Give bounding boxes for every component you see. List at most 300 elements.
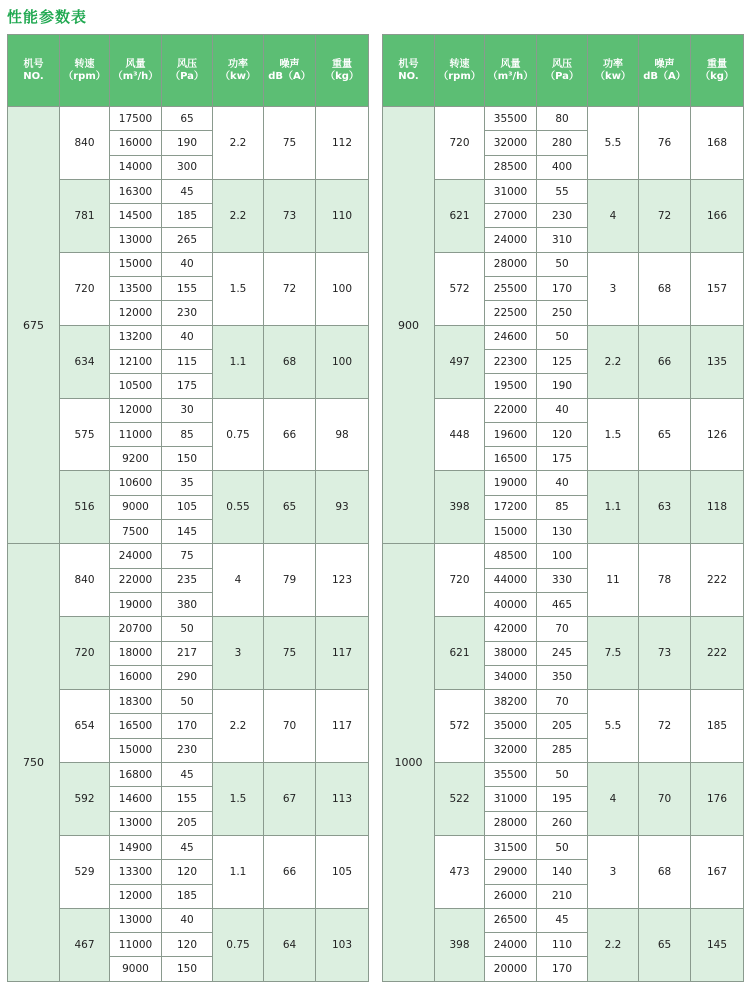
speed-cell: 840 — [60, 544, 110, 617]
flow-cell: 24000 — [485, 228, 537, 252]
pressure-cell: 350 — [537, 665, 588, 689]
header-weight-text: 重量 — [332, 58, 352, 70]
table-row — [8, 252, 369, 276]
pressure-cell: 185 — [162, 204, 213, 228]
pressure-cell: 217 — [162, 641, 213, 665]
speed-cell: 467 — [60, 908, 110, 981]
pressure-cell: 260 — [537, 811, 588, 835]
table-row — [383, 908, 744, 932]
speed-cell: 654 — [60, 690, 110, 763]
flow-cell: 16500 — [485, 447, 537, 471]
pressure-cell: 150 — [162, 447, 213, 471]
power-cell: 1.1 — [213, 325, 264, 398]
pressure-cell: 310 — [537, 228, 588, 252]
speed-cell: 720 — [60, 252, 110, 325]
flow-cell: 35500 — [485, 107, 537, 131]
flow-cell: 13000 — [110, 908, 162, 932]
weight-cell: 103 — [316, 908, 369, 981]
flow-cell: 27000 — [485, 204, 537, 228]
header-noise — [639, 35, 691, 107]
pressure-cell: 110 — [537, 933, 588, 957]
pressure-cell: 50 — [537, 763, 588, 787]
header-flow — [485, 35, 537, 107]
flow-cell: 13200 — [110, 325, 162, 349]
pressure-cell: 85 — [537, 495, 588, 519]
pressure-cell: 245 — [537, 641, 588, 665]
speed-cell: 497 — [435, 325, 485, 398]
weight-cell: 167 — [691, 835, 744, 908]
speed-cell: 448 — [435, 398, 485, 471]
flow-cell: 12000 — [110, 398, 162, 422]
power-cell: 1.5 — [588, 398, 639, 471]
pressure-cell: 185 — [162, 884, 213, 908]
header-pressure — [537, 35, 588, 107]
header-model — [383, 35, 435, 107]
flow-cell: 17200 — [485, 495, 537, 519]
power-cell: 7.5 — [588, 617, 639, 690]
pressure-cell: 170 — [537, 957, 588, 981]
weight-cell: 93 — [316, 471, 369, 544]
header-flow-text: 风量 — [125, 58, 146, 70]
pressure-cell: 50 — [537, 252, 588, 276]
spec-table-left — [7, 34, 369, 982]
pressure-cell: 250 — [537, 301, 588, 325]
flow-cell: 18300 — [110, 690, 162, 714]
pressure-cell: 30 — [162, 398, 213, 422]
speed-cell: 398 — [435, 471, 485, 544]
weight-cell: 157 — [691, 252, 744, 325]
speed-cell: 621 — [435, 617, 485, 690]
weight-cell: 123 — [316, 544, 369, 617]
flow-cell: 24000 — [485, 933, 537, 957]
speed-cell: 572 — [435, 690, 485, 763]
header-model-text: NO. — [23, 70, 44, 82]
pressure-cell: 155 — [162, 787, 213, 811]
pressure-cell: 115 — [162, 349, 213, 373]
header-model-text: 机号 — [23, 58, 44, 70]
power-cell: 1.5 — [213, 763, 264, 836]
pressure-cell: 75 — [162, 544, 213, 568]
table-row — [8, 763, 369, 787]
flow-cell: 32000 — [485, 131, 537, 155]
power-cell: 5.5 — [588, 690, 639, 763]
header-model — [8, 35, 60, 107]
flow-cell: 11000 — [110, 422, 162, 446]
noise-cell: 67 — [264, 763, 316, 836]
flow-cell: 35500 — [485, 763, 537, 787]
pressure-cell: 145 — [162, 520, 213, 544]
pressure-cell: 300 — [162, 155, 213, 179]
header-noise-text: dB（A） — [268, 70, 311, 82]
model-cell: 675 — [8, 107, 60, 544]
speed-cell: 634 — [60, 325, 110, 398]
power-cell: 2.2 — [213, 179, 264, 252]
pressure-cell: 130 — [537, 520, 588, 544]
noise-cell: 68 — [639, 252, 691, 325]
table-row — [383, 107, 744, 131]
flow-cell: 9000 — [110, 495, 162, 519]
weight-cell: 126 — [691, 398, 744, 471]
flow-cell: 34000 — [485, 665, 537, 689]
weight-cell: 145 — [691, 908, 744, 981]
pressure-cell: 140 — [537, 860, 588, 884]
flow-cell: 26500 — [485, 908, 537, 932]
pressure-cell: 170 — [537, 277, 588, 301]
pressure-cell: 45 — [537, 908, 588, 932]
pressure-cell: 120 — [537, 422, 588, 446]
flow-cell: 22000 — [485, 398, 537, 422]
flow-cell: 40000 — [485, 592, 537, 616]
noise-cell: 65 — [639, 398, 691, 471]
pressure-cell: 195 — [537, 787, 588, 811]
table-row — [8, 398, 369, 422]
table-row — [383, 398, 744, 422]
flow-cell: 14500 — [110, 204, 162, 228]
power-cell: 2.2 — [588, 325, 639, 398]
weight-cell: 105 — [316, 835, 369, 908]
flow-cell: 16300 — [110, 179, 162, 203]
flow-cell: 32000 — [485, 738, 537, 762]
header-speed-text: （rpm） — [63, 70, 106, 82]
noise-cell: 65 — [639, 908, 691, 981]
pressure-cell: 190 — [162, 131, 213, 155]
weight-cell: 100 — [316, 252, 369, 325]
noise-cell: 66 — [264, 835, 316, 908]
header-speed — [435, 35, 485, 107]
pressure-cell: 280 — [537, 131, 588, 155]
flow-cell: 10600 — [110, 471, 162, 495]
header-power-text: （kw） — [595, 70, 631, 82]
weight-cell: 135 — [691, 325, 744, 398]
table-row — [383, 252, 744, 276]
header-row — [383, 35, 744, 107]
header-speed — [60, 35, 110, 107]
model-cell: 1000 — [383, 544, 435, 981]
table-row — [383, 763, 744, 787]
power-cell: 1.5 — [213, 252, 264, 325]
header-pressure — [162, 35, 213, 107]
noise-cell: 68 — [639, 835, 691, 908]
flow-cell: 22000 — [110, 568, 162, 592]
weight-cell: 110 — [316, 179, 369, 252]
pressure-cell: 400 — [537, 155, 588, 179]
flow-cell: 16000 — [110, 665, 162, 689]
pressure-cell: 175 — [537, 447, 588, 471]
power-cell: 3 — [588, 252, 639, 325]
table-row — [383, 617, 744, 641]
flow-cell: 28500 — [485, 155, 537, 179]
power-cell: 4 — [588, 179, 639, 252]
pressure-cell: 170 — [162, 714, 213, 738]
flow-cell: 15000 — [110, 738, 162, 762]
pressure-cell: 50 — [162, 617, 213, 641]
header-power — [588, 35, 639, 107]
flow-cell: 16500 — [110, 714, 162, 738]
header-noise-text: dB（A） — [643, 70, 686, 82]
table-row — [383, 835, 744, 859]
header-weight-text: （kg） — [700, 70, 734, 82]
flow-cell: 13500 — [110, 277, 162, 301]
header-noise-text: 噪声 — [279, 58, 300, 70]
pressure-cell: 100 — [537, 544, 588, 568]
pressure-cell: 265 — [162, 228, 213, 252]
table-row — [8, 835, 369, 859]
flow-cell: 25500 — [485, 277, 537, 301]
power-cell: 4 — [588, 763, 639, 836]
pressure-cell: 120 — [162, 860, 213, 884]
flow-cell: 42000 — [485, 617, 537, 641]
header-speed-text: （rpm） — [438, 70, 481, 82]
noise-cell: 73 — [264, 179, 316, 252]
pressure-cell: 45 — [162, 835, 213, 859]
table-row — [383, 471, 744, 495]
speed-cell: 522 — [435, 763, 485, 836]
speed-cell: 781 — [60, 179, 110, 252]
weight-cell: 113 — [316, 763, 369, 836]
flow-cell: 19000 — [110, 592, 162, 616]
weight-cell: 166 — [691, 179, 744, 252]
pressure-cell: 105 — [162, 495, 213, 519]
flow-cell: 26000 — [485, 884, 537, 908]
noise-cell: 63 — [639, 471, 691, 544]
pressure-cell: 120 — [162, 933, 213, 957]
flow-cell: 9000 — [110, 957, 162, 981]
header-flow-text: 风量 — [500, 58, 521, 70]
pressure-cell: 85 — [162, 422, 213, 446]
speed-cell: 720 — [435, 107, 485, 180]
table-row — [8, 471, 369, 495]
power-cell: 11 — [588, 544, 639, 617]
noise-cell: 79 — [264, 544, 316, 617]
header-flow-text: （m³/h） — [112, 70, 159, 82]
page-title: 性能参数表 — [7, 8, 88, 26]
pressure-cell: 35 — [162, 471, 213, 495]
flow-cell: 18000 — [110, 641, 162, 665]
flow-cell: 14600 — [110, 787, 162, 811]
noise-cell: 76 — [639, 107, 691, 180]
header-weight — [316, 35, 369, 107]
noise-cell: 66 — [264, 398, 316, 471]
flow-cell: 17500 — [110, 107, 162, 131]
pressure-cell: 465 — [537, 592, 588, 616]
pressure-cell: 205 — [537, 714, 588, 738]
noise-cell: 72 — [639, 179, 691, 252]
header-power — [213, 35, 264, 107]
table-row — [8, 179, 369, 203]
header-speed-text: 转速 — [449, 58, 470, 70]
noise-cell: 66 — [639, 325, 691, 398]
pressure-cell: 65 — [162, 107, 213, 131]
pressure-cell: 285 — [537, 738, 588, 762]
pressure-cell: 50 — [162, 690, 213, 714]
flow-cell: 15000 — [110, 252, 162, 276]
header-noise-text: 噪声 — [654, 58, 675, 70]
weight-cell: 117 — [316, 617, 369, 690]
power-cell: 5.5 — [588, 107, 639, 180]
flow-cell: 13300 — [110, 860, 162, 884]
table-row — [8, 690, 369, 714]
noise-cell: 65 — [264, 471, 316, 544]
spec-table-right — [382, 34, 744, 982]
power-cell: 4 — [213, 544, 264, 617]
pressure-cell: 150 — [162, 957, 213, 981]
pressure-cell: 40 — [537, 471, 588, 495]
noise-cell: 75 — [264, 107, 316, 180]
weight-cell: 185 — [691, 690, 744, 763]
flow-cell: 13000 — [110, 228, 162, 252]
pressure-cell: 40 — [537, 398, 588, 422]
flow-cell: 9200 — [110, 447, 162, 471]
flow-cell: 35000 — [485, 714, 537, 738]
header-speed-text: 转速 — [74, 58, 95, 70]
pressure-cell: 290 — [162, 665, 213, 689]
header-flow-text: （m³/h） — [487, 70, 534, 82]
speed-cell: 621 — [435, 179, 485, 252]
speed-cell: 572 — [435, 252, 485, 325]
flow-cell: 24600 — [485, 325, 537, 349]
header-flow — [110, 35, 162, 107]
noise-cell: 72 — [264, 252, 316, 325]
weight-cell: 118 — [691, 471, 744, 544]
flow-cell: 12100 — [110, 349, 162, 373]
table-row — [8, 107, 369, 131]
flow-cell: 31000 — [485, 787, 537, 811]
power-cell: 1.1 — [588, 471, 639, 544]
header-power-text: （kw） — [220, 70, 256, 82]
speed-cell: 516 — [60, 471, 110, 544]
noise-cell: 68 — [264, 325, 316, 398]
flow-cell: 16000 — [110, 131, 162, 155]
flow-cell: 19500 — [485, 374, 537, 398]
power-cell: 3 — [588, 835, 639, 908]
header-model-text: NO. — [398, 70, 419, 82]
speed-cell: 720 — [435, 544, 485, 617]
pressure-cell: 230 — [162, 738, 213, 762]
flow-cell: 10500 — [110, 374, 162, 398]
flow-cell: 28000 — [485, 811, 537, 835]
weight-cell: 98 — [316, 398, 369, 471]
pressure-cell: 40 — [162, 908, 213, 932]
noise-cell: 70 — [264, 690, 316, 763]
power-cell: 0.75 — [213, 908, 264, 981]
pressure-cell: 45 — [162, 763, 213, 787]
flow-cell: 38200 — [485, 690, 537, 714]
pressure-cell: 125 — [537, 349, 588, 373]
flow-cell: 29000 — [485, 860, 537, 884]
table-row — [8, 325, 369, 349]
speed-cell: 575 — [60, 398, 110, 471]
flow-cell: 12000 — [110, 301, 162, 325]
pressure-cell: 55 — [537, 179, 588, 203]
model-cell: 900 — [383, 107, 435, 544]
flow-cell: 31000 — [485, 179, 537, 203]
header-model-text: 机号 — [398, 58, 419, 70]
flow-cell: 22500 — [485, 301, 537, 325]
pressure-cell: 330 — [537, 568, 588, 592]
flow-cell: 48500 — [485, 544, 537, 568]
weight-cell: 117 — [316, 690, 369, 763]
power-cell: 0.75 — [213, 398, 264, 471]
flow-cell: 19000 — [485, 471, 537, 495]
header-weight — [691, 35, 744, 107]
header-pressure-text: 风压 — [552, 58, 572, 70]
flow-cell: 11000 — [110, 933, 162, 957]
flow-cell: 31500 — [485, 835, 537, 859]
pressure-cell: 50 — [537, 325, 588, 349]
speed-cell: 473 — [435, 835, 485, 908]
pressure-cell: 40 — [162, 252, 213, 276]
flow-cell: 20700 — [110, 617, 162, 641]
power-cell: 2.2 — [588, 908, 639, 981]
weight-cell: 100 — [316, 325, 369, 398]
speed-cell: 398 — [435, 908, 485, 981]
speed-cell: 720 — [60, 617, 110, 690]
table-row — [383, 690, 744, 714]
header-pressure-text: （Pa） — [545, 70, 579, 82]
noise-cell: 64 — [264, 908, 316, 981]
flow-cell: 16800 — [110, 763, 162, 787]
pressure-cell: 80 — [537, 107, 588, 131]
noise-cell: 78 — [639, 544, 691, 617]
weight-cell: 176 — [691, 763, 744, 836]
pressure-cell: 230 — [537, 204, 588, 228]
table-row — [8, 544, 369, 568]
pressure-cell: 235 — [162, 568, 213, 592]
noise-cell: 73 — [639, 617, 691, 690]
pressure-cell: 190 — [537, 374, 588, 398]
power-cell: 2.2 — [213, 690, 264, 763]
pressure-cell: 205 — [162, 811, 213, 835]
flow-cell: 20000 — [485, 957, 537, 981]
header-pressure-text: （Pa） — [170, 70, 204, 82]
power-cell: 3 — [213, 617, 264, 690]
speed-cell: 592 — [60, 763, 110, 836]
table-row — [383, 179, 744, 203]
flow-cell: 22300 — [485, 349, 537, 373]
flow-cell: 28000 — [485, 252, 537, 276]
pressure-cell: 50 — [537, 835, 588, 859]
pressure-cell: 70 — [537, 690, 588, 714]
noise-cell: 70 — [639, 763, 691, 836]
table-row — [383, 544, 744, 568]
noise-cell: 72 — [639, 690, 691, 763]
header-weight-text: 重量 — [707, 58, 727, 70]
power-cell: 2.2 — [213, 107, 264, 180]
header-row — [8, 35, 369, 107]
table-row — [383, 325, 744, 349]
flow-cell: 44000 — [485, 568, 537, 592]
noise-cell: 75 — [264, 617, 316, 690]
pressure-cell: 70 — [537, 617, 588, 641]
header-weight-text: （kg） — [325, 70, 359, 82]
model-cell: 750 — [8, 544, 60, 981]
pressure-cell: 45 — [162, 179, 213, 203]
pressure-cell: 40 — [162, 325, 213, 349]
table-row — [8, 908, 369, 932]
flow-cell: 7500 — [110, 520, 162, 544]
weight-cell: 168 — [691, 107, 744, 180]
power-cell: 0.55 — [213, 471, 264, 544]
header-power-text: 功率 — [228, 58, 248, 70]
table-row — [8, 617, 369, 641]
header-pressure-text: 风压 — [177, 58, 197, 70]
pressure-cell: 155 — [162, 277, 213, 301]
flow-cell: 12000 — [110, 884, 162, 908]
weight-cell: 222 — [691, 544, 744, 617]
header-noise — [264, 35, 316, 107]
power-cell: 1.1 — [213, 835, 264, 908]
flow-cell: 19600 — [485, 422, 537, 446]
